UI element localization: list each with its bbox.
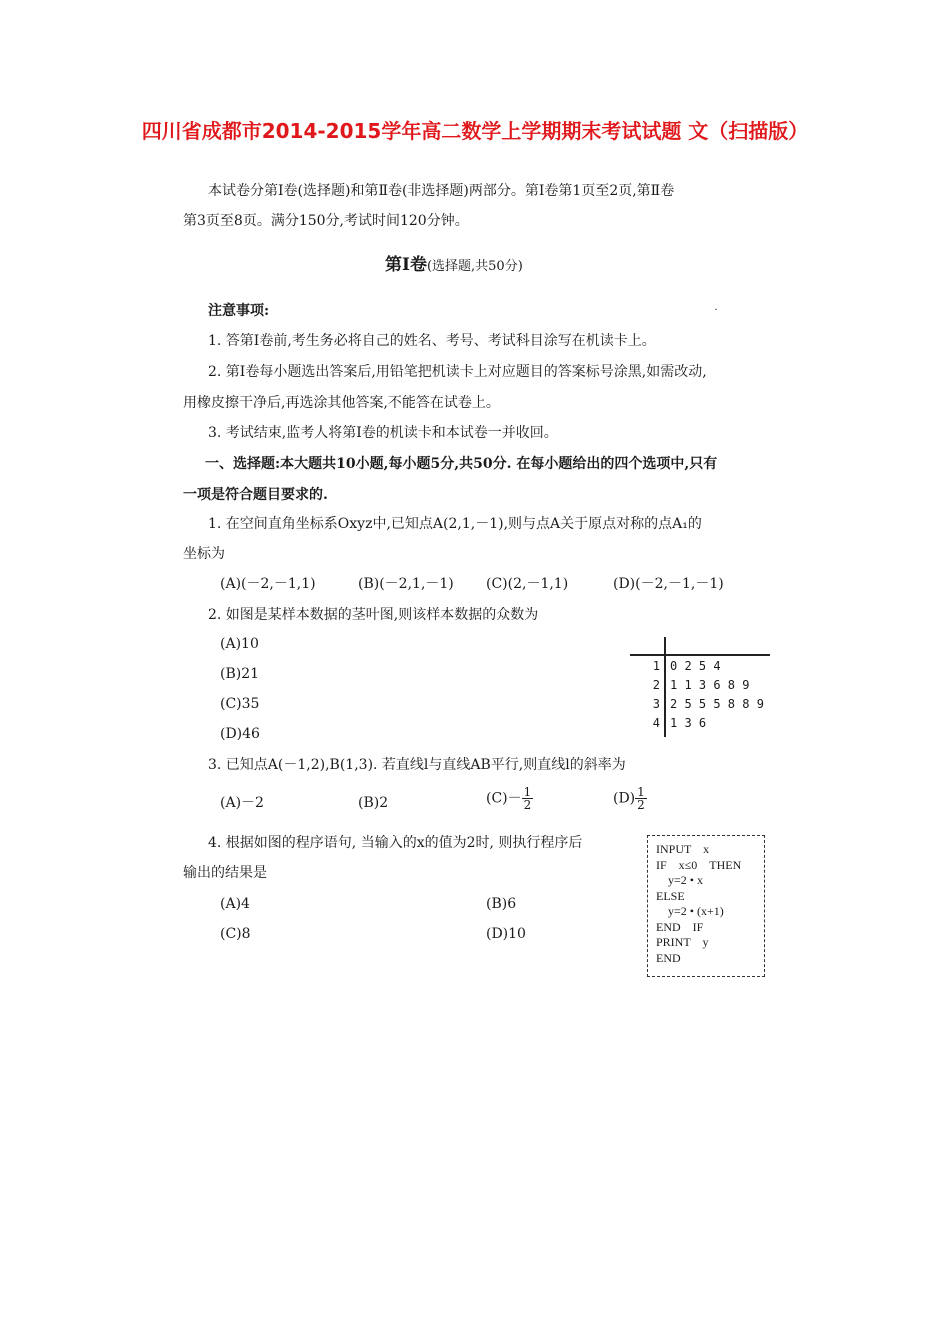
plot-leaves: 0 2 5 4	[670, 659, 721, 673]
section-heading	[385, 256, 523, 276]
fraction-denominator: 2	[523, 798, 532, 812]
plot-leaves: 2 5 5 5 8 8 9	[670, 697, 764, 711]
part1-line-2: 一项是符合题目要求的.	[183, 487, 328, 503]
plot-top-rule	[630, 654, 770, 656]
program-box	[647, 835, 765, 977]
program-line: y=2 • (x+1)	[656, 904, 724, 918]
q1-option-a: (A)(－2,－1,1)	[220, 576, 316, 592]
q4-option-b: (B)6	[486, 896, 517, 912]
part1-line-1: 一、选择题:本大题共10小题,每小题5分,共50分. 在每小题给出的四个选项中,只有	[205, 456, 718, 472]
fraction-numerator: 1	[523, 785, 532, 799]
notes-heading: 注意事项:	[208, 303, 270, 319]
document-title: 四川省成都市2014-2015学年高二数学上学期期末考试试题 文（扫描版）	[141, 119, 809, 143]
q1-option-b: (B)(－2,1,－1)	[358, 576, 454, 592]
note-2-line-1: 2. 第Ⅰ卷每小题选出答案后,用铅笔把机读卡上对应题目的答案标号涂黑,如需改动,	[208, 364, 707, 380]
program-line: PRINT y	[656, 935, 709, 949]
q3-option-a: (A)－2	[220, 795, 264, 811]
q2-option-b: (B)21	[220, 666, 260, 682]
fraction-numerator: 1	[637, 785, 645, 799]
q3-option-b: (B)2	[358, 795, 389, 811]
q3-option-c	[486, 786, 533, 811]
section-subtitle: (选择题,共50分)	[426, 259, 523, 274]
program-line: END	[656, 950, 681, 965]
intro-line-1: 本试卷分第Ⅰ卷(选择题)和第Ⅱ卷(非选择题)两部分。第Ⅰ卷第1页至2页,第Ⅱ卷	[208, 183, 675, 199]
q1-line-2: 坐标为	[183, 546, 225, 562]
note-3: 3. 考试结束,监考人将第Ⅰ卷的机读卡和本试卷一并收回。	[208, 425, 558, 441]
q4-option-c: (C)8	[220, 926, 251, 942]
q2-stem: 2. 如图是某样本数据的茎叶图,则该样本数据的众数为	[208, 607, 539, 623]
q1-option-c: (C)(2,－1,1)	[486, 576, 569, 592]
program-line: END IF	[656, 919, 704, 934]
plot-row	[630, 716, 706, 730]
plot-stem: 4	[652, 716, 660, 730]
plot-row	[630, 659, 721, 673]
plot-stem: 1	[652, 659, 660, 673]
q4-line-2: 输出的结果是	[183, 865, 267, 881]
stem-leaf-plot	[630, 637, 770, 747]
section-title: 第Ⅰ卷	[385, 255, 427, 275]
plot-leaves: 1 3 6	[670, 716, 707, 730]
fraction	[522, 786, 534, 811]
scan-speck: ˙	[713, 307, 719, 321]
program-line: y=2 • x	[656, 873, 703, 887]
q1-option-d: (D)(－2,－1,－1)	[613, 576, 724, 592]
fraction	[635, 786, 647, 811]
note-1: 1. 答第Ⅰ卷前,考生务必将自己的姓名、考号、考试科目涂写在机读卡上。	[208, 333, 656, 349]
q3-option-c-label: (C)－	[486, 790, 522, 807]
plot-row	[630, 697, 764, 711]
q2-option-d: (D)46	[220, 726, 260, 742]
plot-row	[630, 678, 749, 692]
plot-stem: 3	[652, 697, 660, 711]
program-line: ELSE	[656, 888, 685, 903]
q2-option-c: (C)35	[220, 696, 260, 712]
q1-line-1: 1. 在空间直角坐标系Oxyz中,已知点A(2,1,－1),则与点A关于原点对称的点A₁的	[208, 516, 702, 532]
program-line: IF x≤0 THEN	[656, 857, 742, 872]
program-line: INPUT x	[656, 842, 710, 856]
q3-option-d	[613, 786, 647, 811]
q2-option-a: (A)10	[220, 636, 259, 652]
note-2-line-2: 用橡皮擦干净后,再选涂其他答案,不能答在试卷上。	[183, 395, 500, 411]
fraction-denominator: 2	[637, 798, 645, 812]
q3-option-d-label: (D)	[613, 790, 636, 807]
plot-leaves: 1 1 3 6 8 9	[670, 678, 750, 692]
intro-line-2: 第3页至8页。满分150分,考试时间120分钟。	[183, 213, 469, 229]
q4-line-1: 4. 根据如图的程序语句, 当输入的x的值为2时, 则执行程序后	[208, 835, 583, 851]
q4-option-a: (A)4	[220, 896, 250, 912]
plot-stem: 2	[652, 678, 660, 692]
q3-stem: 3. 已知点A(－1,2),B(1,3). 若直线l与直线AB平行,则直线l的斜率为	[208, 757, 626, 773]
q4-option-d: (D)10	[486, 926, 526, 942]
scanned-exam-page	[175, 172, 775, 992]
